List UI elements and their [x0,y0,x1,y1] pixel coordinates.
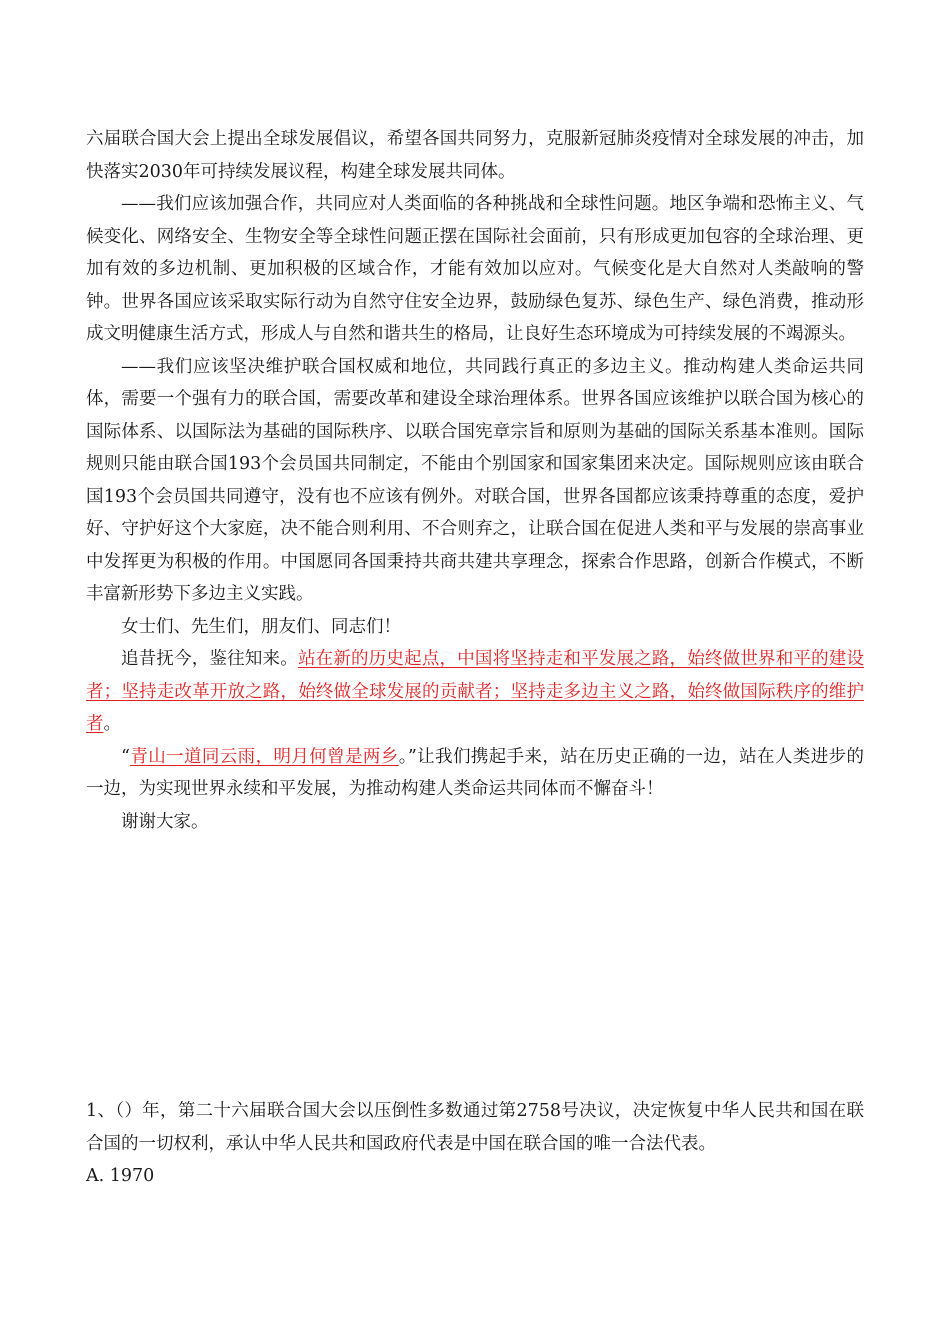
poem-quote-suffix: 。”让我们携起手来，站在历史正确的一边，站在人类进步的一边，为实现世界永续和平发展，为推动构建人类命运共同体而不懈奋斗！ [86,746,864,799]
paragraph-greeting: 女士们、先生们，朋友们、同志们！ [121,616,401,637]
paragraph-thanks: 谢谢大家。 [121,811,209,832]
quiz-question [86,1095,864,1193]
paragraph-cooperation: ——我们应该加强合作，共同应对人类面临的各种挑战和全球性问题。地区争端和恐怖主义、气候变化、网络安全、生物安全等全球性问题正摆在国际社会面前，只有形成更加包容的全球治理、更加有效的多边机制、更加积极的区域合作，才能有效加以应对。气候变化是大自然对人类敲响的警钟。世界各国应该采取实际行动为自然守住安全边界，鼓励绿色复苏、绿色生产、绿色消费，推动形成文明健康生活方式，形成人与自然和谐共生的格局，让良好生态环境成为可持续发展的不竭源头。 [86,194,864,344]
poem-quote-highlight: 青山一道同云雨，明月何曾是两乡 [129,746,399,767]
future-path-suffix: 。 [103,714,121,734]
paragraph-poem-quote [86,741,864,806]
paragraph-global-development: 六届联合国大会上提出全球发展倡议，希望各国共同努力，克服新冠肺炎疫情对全球发展的冲击，加快落实2030年可持续发展议程，构建全球发展共同体。 [86,129,864,182]
speech-body [86,123,864,838]
question-text: 1、（）年，第二十六届联合国大会以压倒性多数通过第2758号决议，决定恢复中华人民共和国在联合国的一切权利，承认中华人民共和国政府代表是中国在联合国的唯一合法代表。 [86,1101,864,1154]
paragraph-united-nations: ——我们应该坚决维护联合国权威和地位，共同践行真正的多边主义。推动构建人类命运共同体，需要一个强有力的联合国，需要改革和建设全球治理体系。世界各国应该维护以联合国为核心的国际体系、以国际法为基础的国际秩序、以联合国宪章宗旨和原则为基础的国际关系基本准则。国际规则只能由联合国193个会员国共同制定，不能由个别国家和国家集团来决定。国际规则应该由联合国193个会员国共同遵守，没有也不应该有例外。对联合国，世界各国都应该秉持尊重的态度，爱护好、守护好这个大家庭，决不能合则利用、不合则弃之，让联合国在促进人类和平与发展的崇高事业中发挥更为积极的作用。中国愿同各国秉持共商共建共享理念，探索合作思路，创新合作模式，不断丰富新形势下多边主义实践。 [86,356,864,604]
future-path-highlight: 站在新的历史起点，中国将坚持走和平发展之路，始终做世界和平的建设者；坚持走改革开放之路，始终做全球发展的贡献者；坚持走多边主义之路，始终做国际秩序的维护者 [86,649,864,734]
poem-quote-prefix: “ [121,746,130,767]
question-option-a: A. 1970 [86,1166,155,1186]
future-path-prefix: 追昔抚今，鉴往知来。 [121,649,298,669]
paragraph-future-path [86,643,864,741]
